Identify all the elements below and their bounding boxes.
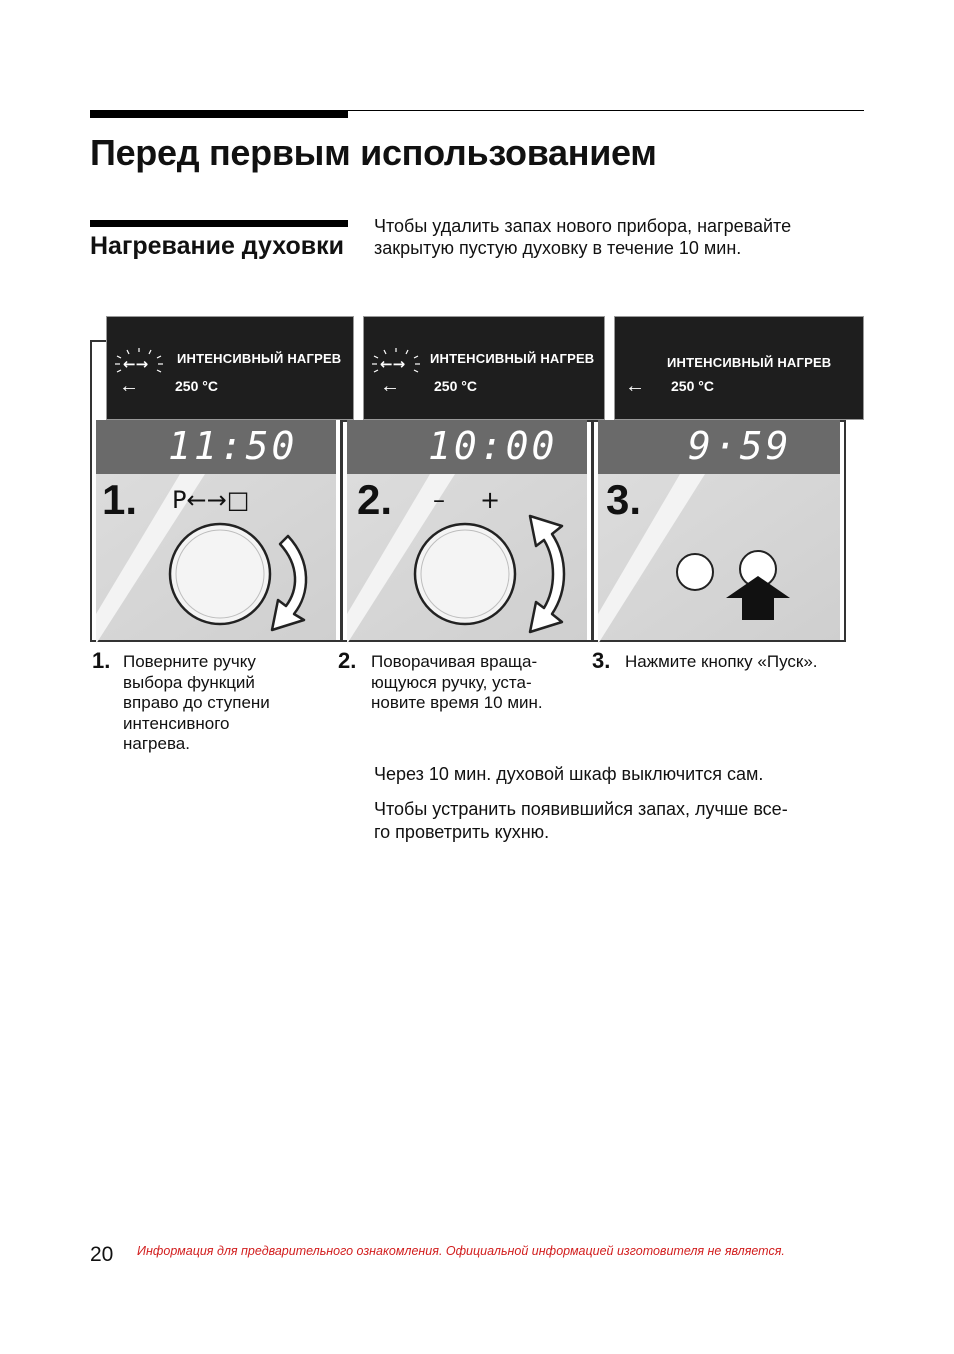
panel-3-time-display: 9·59 bbox=[688, 424, 792, 468]
panel-1-knob bbox=[170, 524, 270, 624]
panel-2-plus-label: + bbox=[480, 486, 501, 514]
note-ventilate: Чтобы устранить появившийся запах, лучше все- го проветрить кухню. bbox=[374, 799, 788, 842]
panel-1-function-symbols: P←→□ bbox=[172, 486, 250, 514]
step-2-text: Поворачивая враща- ющуюся ручку, уста- новите время 10 мин. bbox=[371, 652, 543, 712]
oven-control-illustration bbox=[90, 314, 864, 644]
blinking-arrows-icon bbox=[111, 347, 167, 377]
panel-1-time-display: 11:50 bbox=[168, 424, 298, 468]
svg-text:←→: ←→ bbox=[380, 355, 406, 373]
step-1-text: Поверните ручку выбора функций вправо до ступени интенсивного нагрева. bbox=[123, 652, 270, 753]
panel-3-mode-label: ИНТЕНСИВНЫЙ НАГРЕВ bbox=[667, 355, 832, 370]
panel-3-lcd bbox=[614, 316, 864, 420]
panel-2-temperature: 250 °C bbox=[434, 378, 477, 394]
panel-2-step-number: 2. bbox=[357, 476, 393, 523]
page-number: 20 bbox=[90, 1243, 114, 1266]
section-rule bbox=[90, 220, 348, 227]
step-3-text: Нажмите кнопку «Пуск». bbox=[625, 652, 818, 671]
top-rule-thick bbox=[90, 110, 348, 118]
footer-disclaimer: Информация для предварительного ознакомления. Официальной информацией изготовителя не является. bbox=[137, 1244, 785, 1258]
panel-1-temperature: 250 °C bbox=[175, 378, 218, 394]
step-2-number: 2. bbox=[338, 648, 357, 673]
panel-1-lcd bbox=[106, 316, 354, 420]
panel-1-mode-label: ИНТЕНСИВНЫЙ НАГРЕВ bbox=[177, 351, 342, 366]
panel-3-temperature: 250 °C bbox=[671, 378, 714, 394]
top-rule-thin bbox=[348, 110, 864, 111]
panel-2-lcd bbox=[363, 316, 605, 420]
panel-2-knob bbox=[415, 524, 515, 624]
page-title: Перед первым использованием bbox=[90, 132, 657, 173]
panel-3-button-left bbox=[677, 554, 713, 590]
blinking-arrows-icon bbox=[368, 347, 424, 377]
panel-1-step-number: 1. bbox=[102, 476, 138, 523]
panel-3-step-number: 3. bbox=[606, 476, 642, 523]
intro-text: Чтобы удалить запах нового прибора, нагревайте закрытую пустую духовку в течение 10 мин. bbox=[374, 216, 792, 258]
panel-1-arrow-icon: ← bbox=[119, 375, 139, 397]
section-title: Нагревание духовки bbox=[90, 232, 344, 260]
step-3-number: 3. bbox=[592, 648, 611, 673]
panel-2-minus-label: – bbox=[433, 486, 445, 514]
panel-2-arrow-icon: ← bbox=[380, 375, 400, 397]
panel-2-time-display: 10:00 bbox=[428, 424, 558, 468]
svg-text:←→: ←→ bbox=[123, 355, 149, 373]
panel-3-arrow-icon: ← bbox=[625, 375, 645, 397]
panel-2-mode-label: ИНТЕНСИВНЫЙ НАГРЕВ bbox=[430, 351, 595, 366]
note-auto-off: Через 10 мин. духовой шкаф выключится сам. bbox=[374, 764, 764, 784]
step-1-number: 1. bbox=[92, 648, 111, 673]
